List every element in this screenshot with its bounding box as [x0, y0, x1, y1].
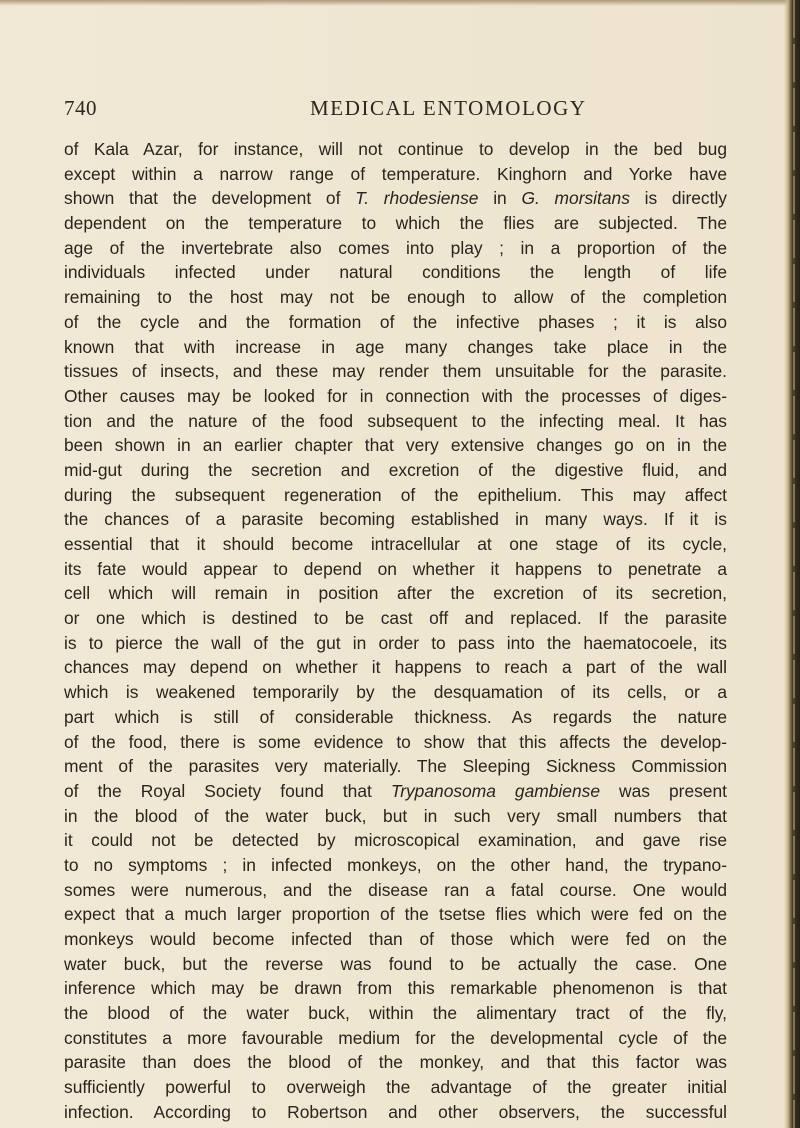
text-line — [64, 631, 727, 656]
page-edge-texture — [793, 0, 795, 1128]
text-segment: remaining to the host may not be enough to allow of the completion — [64, 287, 727, 308]
text-line — [64, 730, 727, 755]
text-segment: to no symptoms ; in infected monkeys, on the other hand, the trypano- — [64, 854, 727, 875]
text-line — [64, 359, 727, 384]
text-segment: Other causes may be looked for in connection with the processes of diges- — [64, 385, 727, 406]
text-segment: or one which is destined to be cast off and replaced. If the parasite — [64, 608, 727, 629]
text-line — [64, 211, 727, 236]
top-edge-shadow — [0, 0, 800, 6]
text-line — [64, 1026, 727, 1051]
text-line — [64, 335, 727, 360]
text-segment: is directly — [629, 188, 728, 209]
text-line — [64, 532, 727, 557]
text-segment: its fate would appear to depend on whether it happens to penetrate a — [64, 558, 727, 579]
text-segment: was present — [600, 780, 727, 801]
running-head-title: MEDICAL ENTOMOLOGY — [310, 96, 587, 120]
text-line — [64, 1001, 727, 1026]
text-segment: tissues of insects, and these may render them unsuitable for the parasite. — [64, 361, 727, 382]
text-line — [64, 1050, 727, 1075]
page-binding-edge — [784, 0, 800, 1128]
text-segment: is to pierce the wall of the gut in order to pass into the haematocoele, its — [64, 632, 727, 653]
text-segment: ment of the parasites very materially. The Sleeping Sickness Commission — [64, 756, 727, 777]
text-segment: age of the invertebrate also comes into play ; in a proportion of the — [64, 237, 727, 258]
text-segment: the chances of a parasite becoming established in many ways. If it is — [64, 509, 727, 530]
text-segment: expect that a much larger proportion of the tsetse flies which were fed on the — [64, 904, 727, 925]
text-line — [64, 1100, 727, 1125]
text-segment: somes were numerous, and the disease ran a fatal course. One would — [64, 879, 727, 900]
text-segment: tion and the nature of the food subsequent to the infecting meal. It has — [64, 410, 727, 431]
text-line — [64, 507, 727, 532]
text-line — [64, 680, 727, 705]
text-segment: it could not be detected by microscopical examination, and gave rise — [64, 830, 727, 851]
text-line — [64, 1075, 727, 1100]
text-segment: dependent on the temperature to which the flies are subjected. The — [64, 213, 727, 234]
text-line — [64, 483, 727, 508]
text-segment: of the food, there is some evidence to show that this affects the develop- — [64, 731, 727, 752]
text-segment: except within a narrow range of temperature. Kinghorn and Yorke have — [64, 163, 727, 184]
text-line — [64, 310, 727, 335]
page-header — [64, 96, 764, 126]
text-segment: sufficiently powerful to overweigh the advantage of the greater initial — [64, 1077, 727, 1098]
text-segment: in the blood of the water buck, but in such very small numbers that — [64, 805, 727, 826]
text-line — [64, 260, 727, 285]
text-segment: shown that the development of — [64, 188, 356, 209]
text-line — [64, 754, 727, 779]
text-segment: chances may depend on whether it happens to reach a part of the wall — [64, 657, 727, 678]
text-segment: water buck, but the reverse was found to be actually the case. One — [64, 953, 727, 974]
text-line — [64, 285, 727, 310]
text-segment: been shown in an earlier chapter that very extensive changes go on in the — [64, 435, 727, 456]
text-line — [64, 458, 727, 483]
text-line — [64, 828, 727, 853]
text-segment: mid-gut during the secretion and excretion of the digestive fluid, and — [64, 459, 727, 480]
text-segment: of the Royal Society found that — [64, 780, 391, 801]
text-segment: the blood of the water buck, within the alimentary tract of the fly, — [64, 1003, 727, 1024]
italic-taxon-name: G. morsitans — [521, 188, 630, 209]
text-line — [64, 581, 727, 606]
body-paragraph — [64, 137, 727, 1125]
text-segment: parasite than does the blood of the monkey, and that this factor was — [64, 1052, 727, 1073]
text-segment: inference which may be drawn from this remarkable phenomenon is that — [64, 978, 727, 999]
text-line — [64, 557, 727, 582]
text-segment: which is weakened temporarily by the desquamation of its cells, or a — [64, 682, 727, 703]
text-line — [64, 409, 727, 434]
text-line — [64, 853, 727, 878]
text-line — [64, 384, 727, 409]
text-segment: infection. According to Robertson and other observers, the successful — [64, 1101, 727, 1122]
text-line — [64, 952, 727, 977]
italic-taxon-name: Trypanosoma gambiense — [390, 780, 600, 801]
text-segment: monkeys would become infected than of those which were fed on the — [64, 929, 727, 949]
text-line — [64, 236, 727, 261]
text-segment: of the cycle and the formation of the infective phases ; it is also — [64, 311, 727, 332]
text-segment: cell which will remain in position after the excretion of its secretion, — [64, 583, 727, 604]
text-segment: known that with increase in age many changes take place in the — [64, 336, 727, 357]
text-line — [64, 779, 727, 804]
text-line — [64, 976, 727, 1001]
text-line — [64, 902, 727, 927]
italic-taxon-name: T. rhodesiense — [355, 188, 479, 209]
text-line — [64, 927, 727, 952]
page-number: 740 — [64, 96, 97, 120]
text-line — [64, 878, 727, 903]
text-segment: of Kala Azar, for instance, will not continue to develop in the bed bug — [64, 139, 727, 159]
text-line — [64, 804, 727, 829]
text-segment: individuals infected under natural conditions the length of life — [64, 262, 727, 283]
text-line — [64, 186, 727, 211]
text-line — [64, 433, 727, 458]
text-line — [64, 655, 727, 680]
text-segment: in — [478, 188, 522, 209]
text-line — [64, 705, 727, 730]
text-segment: constitutes a more favourable medium for the developmental cycle of the — [64, 1027, 727, 1048]
text-line — [64, 606, 727, 631]
text-line — [64, 162, 727, 187]
text-segment: essential that it should become intracellular at one stage of its cycle, — [64, 534, 727, 554]
text-segment: part which is still of considerable thickness. As regards the nature — [64, 706, 727, 727]
text-line — [64, 137, 727, 162]
text-segment: during the subsequent regeneration of the epithelium. This may affect — [64, 484, 727, 505]
